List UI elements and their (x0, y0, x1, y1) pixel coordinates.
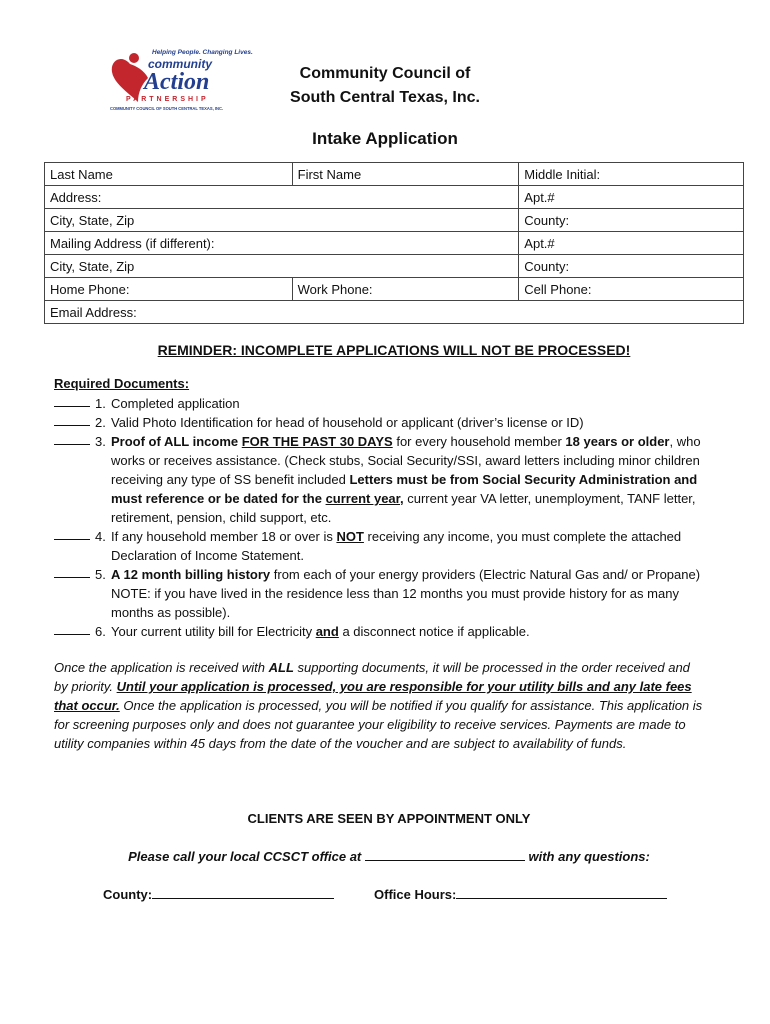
table-row (45, 163, 744, 186)
first-name-field[interactable]: First Name (292, 163, 519, 186)
office-phone-blank[interactable] (365, 849, 525, 861)
list-item: 3. Proof of ALL income FOR THE PAST 30 DAYS for every household member 18 years or older, who works or receives assistance. (Check stubs, Social Security/SSI, award letters including minor children receiving any type of SS benefit included Letters must be from Social Security Administration and must reference or be dated for the current year, current year VA letter, unemployment, TANF letter, retirement, pension, child support, etc. (54, 432, 704, 527)
cell-phone-field[interactable]: Cell Phone: (519, 278, 744, 301)
logo-subline: COMMUNITY COUNCIL OF SOUTH CENTRAL TEXAS, INC. (110, 106, 224, 111)
list-item: 1. Completed application (54, 394, 704, 413)
checkoff-blank[interactable] (54, 406, 90, 407)
office-hours-line: Office Hours: (374, 887, 667, 902)
checkoff-blank[interactable] (54, 634, 90, 635)
logo-word-community: community (148, 57, 213, 71)
required-documents-heading: Required Documents: (54, 376, 190, 391)
address-field[interactable]: Address: (45, 186, 519, 209)
community-action-logo (108, 44, 253, 114)
checkoff-blank[interactable] (54, 539, 90, 540)
logo-word-partnership: PARTNERSHIP (126, 96, 209, 103)
list-item: 6. Your current utility bill for Electricity and a disconnect notice if applicable. (54, 622, 704, 641)
county-line: County: (103, 887, 334, 902)
page-title: Intake Application (312, 129, 458, 148)
mailing-county-field[interactable]: County: (519, 255, 744, 278)
checkoff-blank[interactable] (54, 444, 90, 445)
mailing-city-state-zip-field[interactable]: City, State, Zip (45, 255, 519, 278)
table-row (45, 186, 744, 209)
reminder-banner: REMINDER: INCOMPLETE APPLICATIONS WILL NOT BE PROCESSED! (157, 342, 631, 358)
list-item: 4. If any household member 18 or over is NOT receiving any income, you must complete the attached Declaration of Income Statement. (54, 527, 704, 565)
table-row (45, 209, 744, 232)
required-documents-list (54, 394, 704, 641)
list-item: 2. Valid Photo Identification for head of household or applicant (driver’s license or ID) (54, 413, 704, 432)
logo-word-action: Action (144, 69, 210, 95)
mailing-apt-field[interactable]: Apt.# (519, 232, 744, 255)
table-row (45, 255, 744, 278)
last-name-field[interactable]: Last Name (45, 163, 293, 186)
mailing-address-field[interactable]: Mailing Address (if different): (45, 232, 519, 255)
work-phone-field[interactable]: Work Phone: (292, 278, 519, 301)
intake-form-table (44, 162, 744, 324)
org-name-line2: South Central Texas, Inc. (290, 89, 480, 106)
office-hours-blank[interactable] (456, 887, 667, 899)
email-field[interactable]: Email Address: (45, 301, 744, 324)
county-field[interactable]: County: (519, 209, 744, 232)
apt-field[interactable]: Apt.# (519, 186, 744, 209)
city-state-zip-field[interactable]: City, State, Zip (45, 209, 519, 232)
table-row (45, 301, 744, 324)
county-blank[interactable] (152, 887, 334, 899)
checkoff-blank[interactable] (54, 425, 90, 426)
call-office-line: Please call your local CCSCT office at with any questions: (128, 849, 650, 864)
checkoff-blank[interactable] (54, 577, 90, 578)
table-row (45, 278, 744, 301)
table-row (45, 232, 744, 255)
org-name-line1: Community Council of (299, 65, 471, 82)
logo-person-head-icon (129, 53, 139, 63)
logo-tagline: Helping People. Changing Lives. (152, 49, 253, 56)
middle-initial-field[interactable]: Middle Initial: (519, 163, 744, 186)
home-phone-field[interactable]: Home Phone: (45, 278, 293, 301)
processing-notice: Once the application is received with ALL supporting documents, it will be processed in the order received and by priority. Until your application is processed, you are responsible for your utility bills and any late fees that occur. Once the application is processed, you will be notified if you qualify for assistance. This application is for screening purposes only and does not guarantee your eligibility to receive services. Payments are made to utility companies within 45 days from the date of the voucher and are subject to availability of funds. (54, 660, 703, 751)
list-item: 5. A 12 month billing history from each of your energy providers (Electric Natural Gas and/ or Propane) NOTE: if you have lived in the residence less than 12 months you must provide history for as many months as possible). (54, 565, 704, 622)
appointment-notice: CLIENTS ARE SEEN BY APPOINTMENT ONLY (247, 811, 531, 826)
